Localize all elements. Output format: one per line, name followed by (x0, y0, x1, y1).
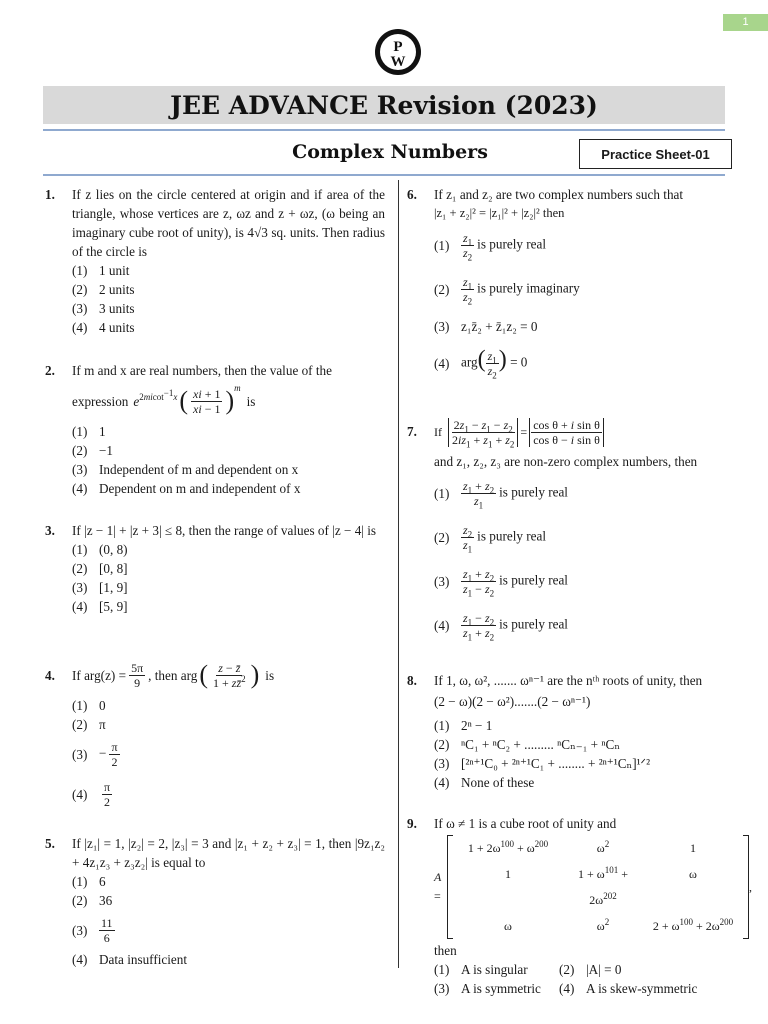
formula-fraction: $\frac{5\pi}{9}$ (131, 660, 144, 690)
option-2[interactable]: (2) ⁿC₁ + ⁿC₂ + ......... ⁿCₙ₋₁ + ⁿCₙ (434, 737, 621, 752)
question-8 (407, 671, 752, 792)
question-number: 1. (45, 187, 55, 202)
option-4[interactable]: (4) 4 units (72, 320, 135, 335)
formula-fraction: $\frac{z_2}{z_1}$ (463, 522, 473, 554)
question-9: 9. If ω ≠ 1 is a cube root of unity and A = $1 + 2\omega^{100} + \omega^{200}$ $\omega^2$ 1 1 $1 + \omega^{101} + 2\omega^{202}$ ω ω $\omega^2$ $2 + \omega^{100} + 2\omega^{200}$ , then (1) A is singular (2) |A| = 0 (3) A is symmetric (4) A is skew-symmetric (407, 816, 752, 996)
question-number: 7. (407, 424, 417, 439)
option-1[interactable]: (1) $\frac{z_1 + z_2}{z_1}$ is purely real (434, 478, 568, 510)
option-3[interactable]: (3) $\frac{z_1 + z_2}{z_1 - z_2}$ is purely real (434, 566, 568, 598)
question-number: 8. (407, 673, 417, 688)
option-2[interactable]: (2) 36 (72, 893, 113, 908)
option-4[interactable]: (4) A is skew-symmetric (559, 981, 698, 996)
option-3[interactable]: (3) $\frac{11}{6}$ (72, 915, 113, 945)
option-3[interactable]: (3) z₁z̄₂ + z̄₁z₂ = 0 (434, 318, 538, 334)
question-3 (45, 521, 385, 616)
option-3[interactable]: (3) Independent of m and dependent on x (72, 462, 299, 477)
question-text: If arg(z) = (72, 667, 127, 683)
formula-fraction: $\frac{\pi}{2}$ (104, 779, 111, 809)
question-formula: (2 − ω)(2 − ω²).......(2 − ωⁿ⁻¹) (434, 694, 591, 709)
question-text: If 1, ω, ω², ....... ωⁿ⁻¹ are the nᵗʰ roots of unity, then (434, 673, 703, 688)
question-text: and z₁, z₂, z₃ are non-zero complex numbers, then (434, 454, 698, 469)
option-3[interactable]: (3) [²ⁿ⁺¹C₀ + ²ⁿ⁺¹C₁ + ........ + ²ⁿ⁺¹Cₙ]¹ᐟ² (434, 756, 651, 771)
option-2[interactable]: (2) −1 (72, 443, 114, 458)
formula-fraction: $\frac{z_1 + z_2}{z_1}$ (463, 478, 495, 510)
option-4[interactable]: (4) [5, 9] (72, 599, 128, 614)
question-text: If z₁ and z₂ are two complex numbers such that (434, 187, 684, 202)
page-title: JEE ADVANCE Revision (2023) (170, 90, 598, 120)
formula-fraction: $\frac{2z_1 - z_1 - z_2}{2iz_1 + z_1 + z_2}$ (452, 417, 515, 449)
svg-text:W: W (390, 54, 406, 70)
formula-fraction: $\frac{\text{cos θ + i sin θ}}{\text{cos θ − i sin θ}}$ (533, 417, 600, 447)
option-3[interactable]: (3) A is symmetric (434, 981, 541, 996)
question-text: then (434, 943, 457, 958)
option-4[interactable]: (4) $\frac{\pi}{2}$ (72, 779, 111, 809)
question-text: If z lies on the circle centered at origin and if area of the triangle, whose vertices are z, ωz and z + ωz, (ω being an imaginary cube root of unity), is 4√3 sq. units. Then radius of the circle is (72, 187, 385, 259)
pw-logo-icon (374, 28, 422, 76)
question-text: , then arg (148, 667, 198, 683)
formula-fraction: $\frac{\pi}{2}$ (111, 739, 118, 769)
title-divider (43, 129, 725, 131)
question-text: If ω ≠ 1 is a cube root of unity and (434, 816, 617, 831)
question-text: If |z − 1| + |z + 3| ≤ 8, then the range of values of |z − 4| is (72, 523, 377, 538)
question-7: 7. If $\frac{2z_1 - z_1 - z_2}{2iz_1 + z_1 + z_2}$ = $\frac{\text{cos θ + i sin θ}}{\text{cos θ − i sin θ}}$ and z₁, z₂, z₃ are non-zero complex numbers, then (1) $\frac{z_1 + z_2}{z_1}$ is purely real (2) $\frac{z_2}{z_1}$ is purely real (3) $\frac{z_1 + z_2}{z_1 - z_2}$ is purely real (4) $\frac{z_1 - z_2}{z_1 + z_2}$ is purely real (407, 412, 752, 647)
question-6 (407, 185, 752, 385)
question-number: 4. (45, 668, 55, 683)
option-3[interactable]: (3) − $\frac{\pi}{2}$ (72, 739, 118, 769)
question-text: If |z₁| = 1, |z₂| = 2, |z₃| = 3 and |z₁ + z₂ + z₃| = 1, then |9z₁z₂ + 4z₁z₃ + z₃z₂| is equal to (72, 836, 385, 870)
question-text: is (265, 667, 275, 683)
formula-fraction: $\frac{z_1 + z_2}{z_1 - z_2}$ (463, 566, 495, 598)
option-1[interactable]: (1) (0, 8) (72, 542, 128, 557)
option-3[interactable]: (3) 3 units (72, 301, 135, 316)
question-text: is (246, 393, 256, 409)
question-formula: |z₁ + z₂|² = |z₁|² + |z₂|² then (434, 206, 565, 220)
option-4[interactable]: (4) Data insufficient (72, 952, 188, 967)
question-2: 2. If m and x are real numbers, then the value of the expression $e^{2micot^{-1}x}$ ( $\frac{xi + 1}{xi - 1}$ ) m is (1) 1 (2) −1 (3) Independent of m and dependent on x (4) Dependent on m and independent of x (45, 361, 385, 498)
formula-fraction: $\frac{z_1}{z_2}$ (463, 274, 473, 306)
formula: $e^{2micot^{-1}x}$ (133, 388, 178, 409)
subject-heading: Complex Numbers (292, 141, 488, 163)
svg-text:P: P (393, 39, 403, 55)
option-1[interactable]: (1) A is singular (434, 962, 528, 977)
matrix-a: $1 + 2\omega^{100} + \omega^{200}$ $\omega^2$ 1 1 $1 + \omega^{101} + 2\omega^{202}$ ω ω $\omega^2$ $2 + \omega^{100} + 2\omega^{200}$ (447, 835, 749, 939)
question-1 (45, 185, 385, 337)
question-text: If m and x are real numbers, then the value of the (72, 363, 332, 378)
question-number: 3. (45, 523, 55, 538)
option-2[interactable]: (2) π (72, 717, 106, 732)
option-4[interactable]: (4) None of these (434, 775, 535, 790)
option-2[interactable]: (2) [0, 8] (72, 561, 128, 576)
option-4[interactable]: (4) arg( $\frac{z_1}{z_2}$ ) = 0 (434, 346, 528, 380)
question-5 (45, 834, 385, 969)
formula-fraction: $\frac{z_1 - z_2}{z_1 + z_2}$ (463, 610, 495, 642)
formula-fraction: $\frac{11}{6}$ (101, 915, 113, 945)
formula-fraction: $\frac{z - z̄}{1 + zz̄^2}$ (213, 660, 246, 690)
option-1[interactable]: (1) 0 (72, 698, 106, 713)
option-1[interactable]: (1) 1 (72, 424, 106, 439)
practice-sheet-label: Practice Sheet-01 (579, 139, 732, 169)
option-1[interactable]: (1) 1 unit (72, 263, 130, 278)
option-1[interactable]: (1) 6 (72, 874, 106, 889)
title-bar (43, 86, 725, 124)
option-3[interactable]: (3) [1, 9] (72, 580, 128, 595)
option-2[interactable]: (2) 2 units (72, 282, 135, 297)
option-1[interactable]: (1) $\frac{z_1}{z_2}$ is purely real (434, 230, 547, 262)
question-4: 4. If arg(z) = $\frac{5\pi}{9}$ , then arg ( $\frac{z - z̄}{1 + zz̄^2}$ ) is (1) 0 (2) π (3) − $\frac{\pi}{2}$ (4) $\frac{\pi}{2}$ (45, 654, 385, 814)
formula-fraction: $\frac{z_1}{z_2}$ (487, 348, 497, 380)
question-number: 2. (45, 363, 55, 378)
question-number: 9. (407, 816, 417, 831)
header-divider (43, 174, 725, 176)
formula-fraction: $\frac{xi + 1}{xi - 1}$ (193, 386, 221, 416)
option-2[interactable]: (2) $\frac{z_2}{z_1}$ is purely real (434, 522, 547, 554)
column-divider (398, 180, 399, 968)
option-4[interactable]: (4) $\frac{z_1 - z_2}{z_1 + z_2}$ is purely real (434, 610, 568, 642)
question-text: expression (72, 393, 129, 409)
page-number-badge: 1 (723, 14, 768, 31)
question-number: 6. (407, 187, 417, 202)
question-number: 5. (45, 836, 55, 851)
option-4[interactable]: (4) Dependent on m and independent of x (72, 481, 301, 496)
option-1[interactable]: (1) 2ⁿ − 1 (434, 718, 493, 733)
formula-fraction: $\frac{z_1}{z_2}$ (463, 230, 473, 262)
option-2[interactable]: (2) $\frac{z_1}{z_2}$ is purely imaginary (434, 274, 580, 306)
option-2[interactable]: (2) |A| = 0 (559, 962, 622, 977)
